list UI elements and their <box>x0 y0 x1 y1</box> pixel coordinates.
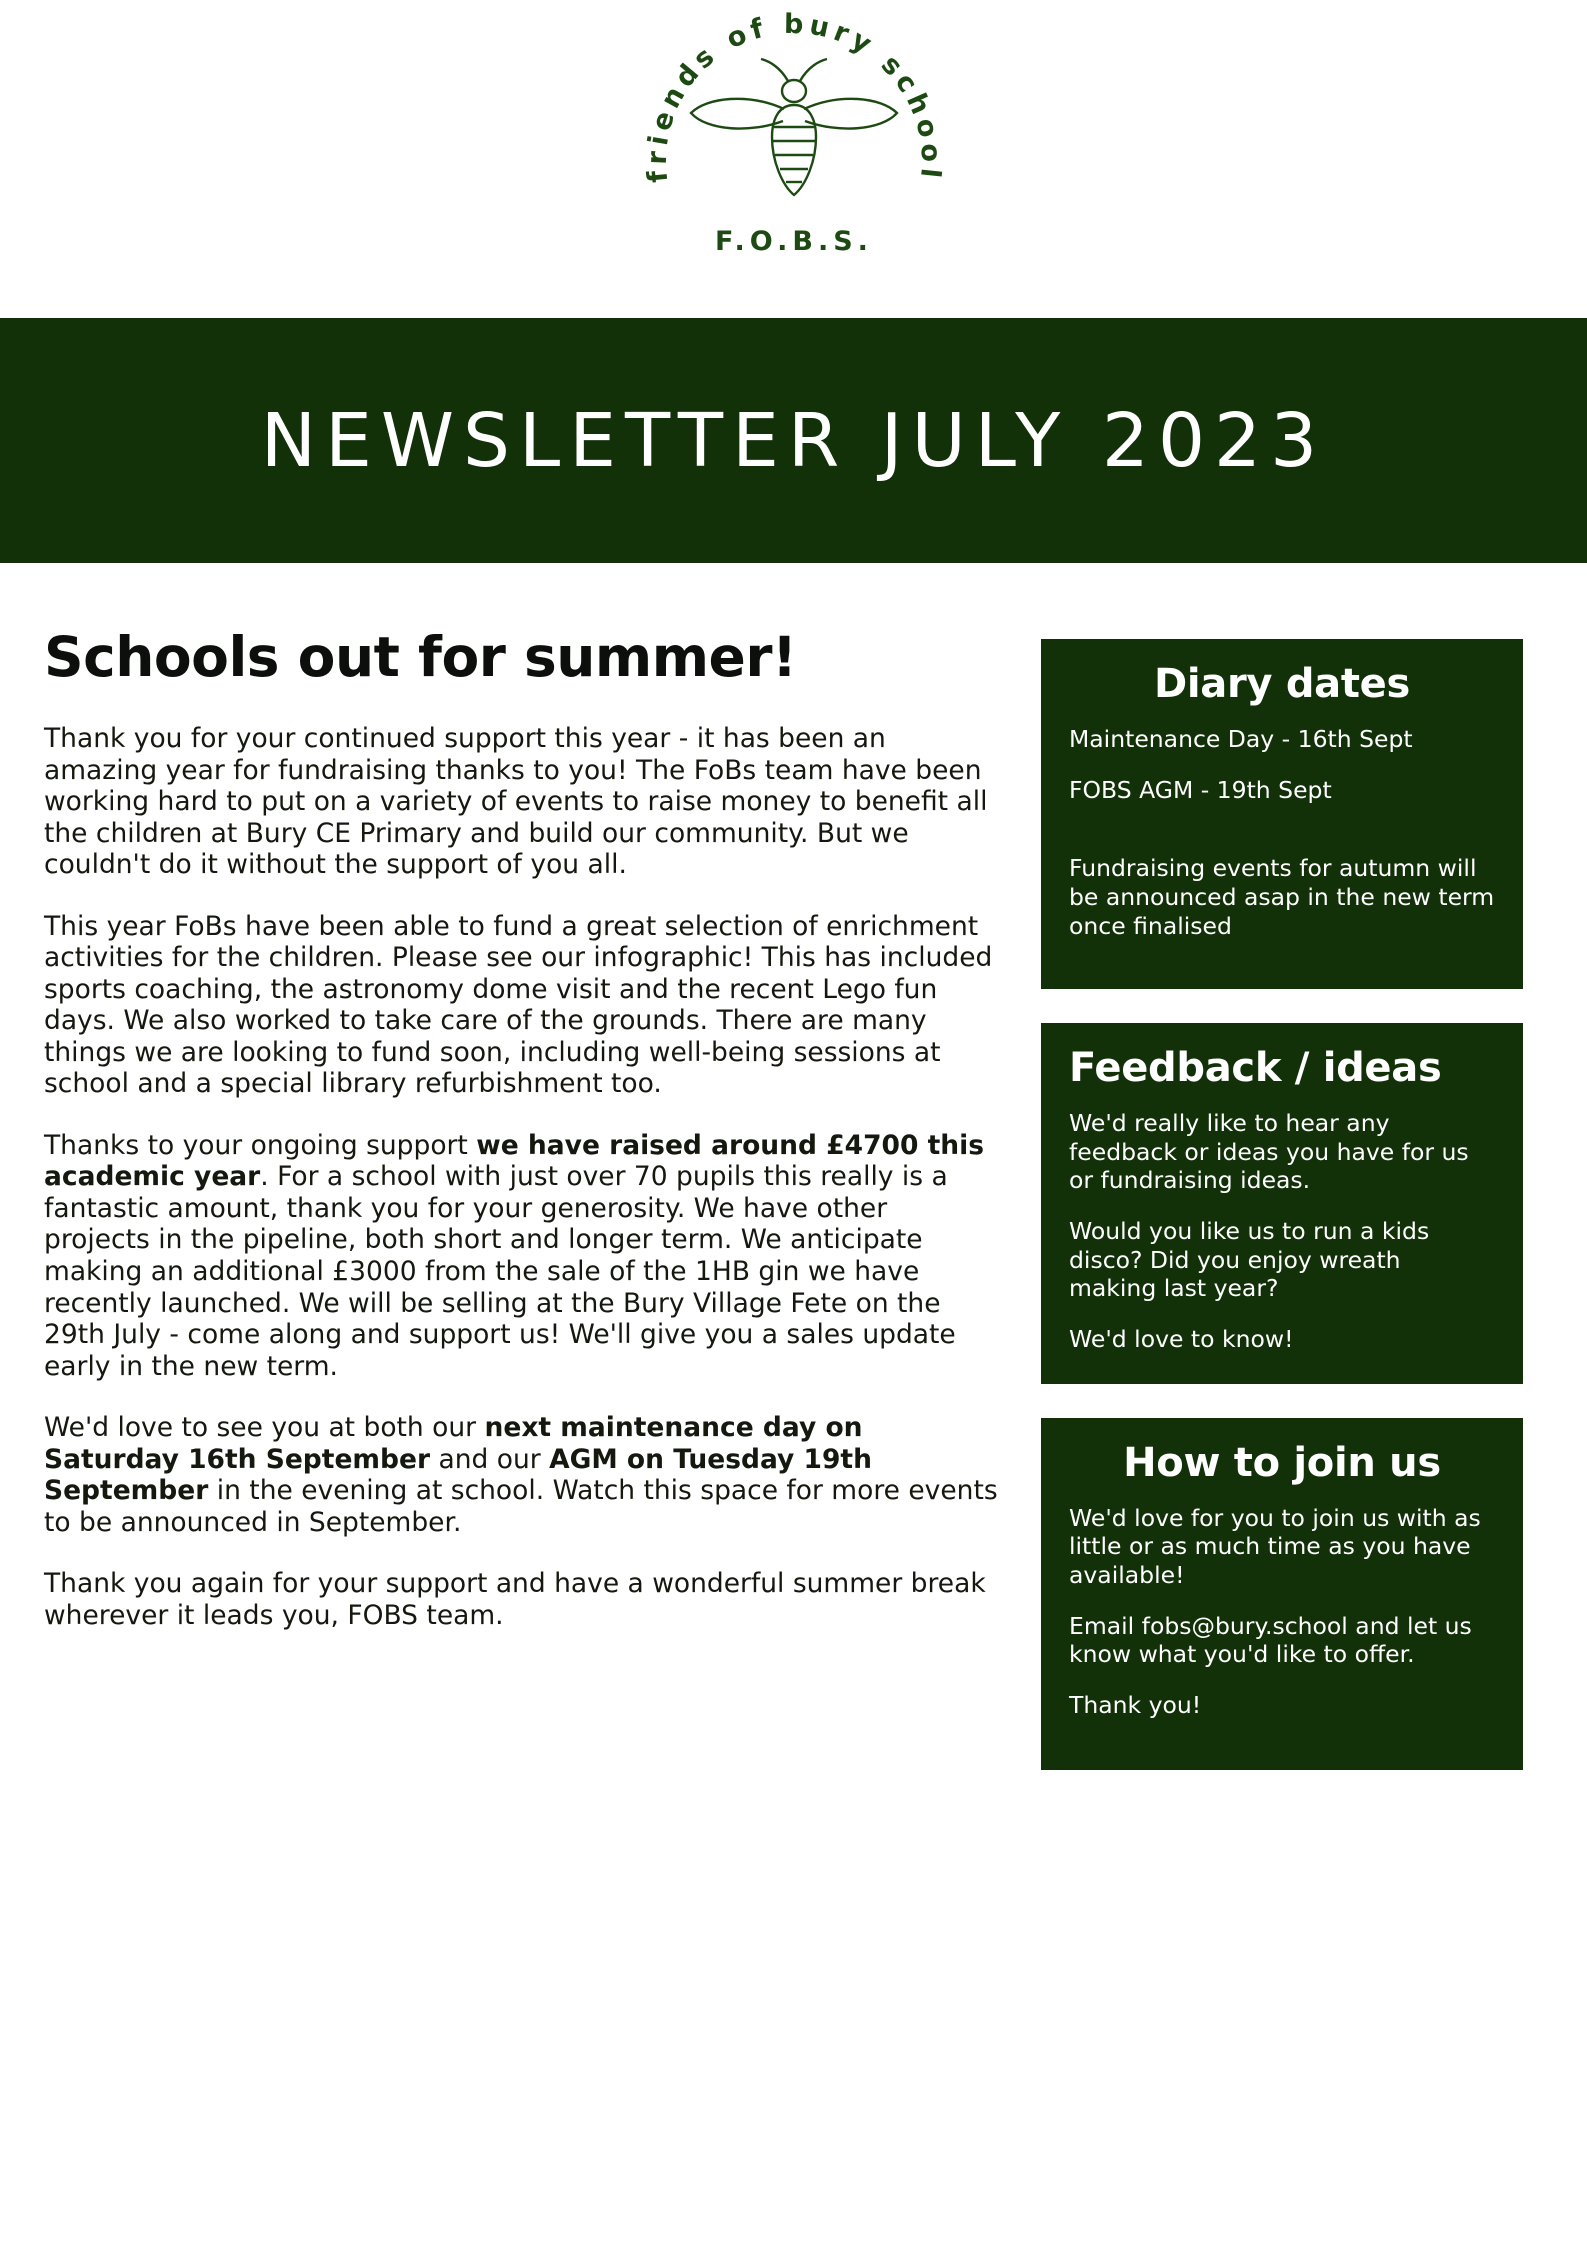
feedback-title: Feedback / ideas <box>1069 1045 1442 1091</box>
p4-part3: in the evening at school. Watch this space for more events to be announced in September. <box>44 1475 998 1538</box>
logo-acronym: F.O.B.S. <box>714 226 873 257</box>
p4-bold1: next maintenance day on Saturday 16th September <box>44 1412 863 1475</box>
feedback-item-1: We'd really like to hear any feedback or ideas you have for us or fundraising ideas. <box>1069 1109 1469 1195</box>
p3-part2: . For a school with just over 70 pupils this really is a fantastic amount, thank you for your generosity. We have other projects in the pipeline, both short and longer term. We anticipate making an additional £3000 from the sale of the 1HB gin we have recently launched. We will be selling at the Bury Village Fete on the 29th July - come along and support us! We'll give you a sales update early in the new term. <box>44 1161 956 1382</box>
main-article <box>44 625 999 1770</box>
article-body <box>44 723 999 1631</box>
diary-spacer <box>1069 826 1495 854</box>
newsletter-title-banner <box>0 318 1587 563</box>
p3-bold1: we have raised around £4700 this academic year <box>44 1129 985 1193</box>
svg-text:friends of bury school <box>641 9 946 184</box>
p4-part1: We'd love to see you at both our <box>44 1412 485 1444</box>
page-title: NEWSLETTER JULY 2023 <box>260 397 1327 484</box>
card-feedback-ideas <box>1041 1023 1523 1384</box>
diary-dates-title: Diary dates <box>1153 661 1411 707</box>
article-paragraph-1: Thank you for your continued support this year - it has been an amazing year for fundraising thanks to you! The FoBs team have been working hard to put on a variety of events to raise money to benefit all the children at Bury CE Primary and build our community. But we couldn't do it without the support of you all. <box>44 723 988 881</box>
bee-logo-icon <box>629 9 959 309</box>
diary-item-1: Maintenance Day - 16th Sept <box>1069 725 1413 753</box>
join-item-1: We'd love for you to join us with as little or as much time as you have available! <box>1069 1503 1481 1589</box>
article-paragraph-3 <box>44 1130 999 1382</box>
feedback-item-2: Would you like us to run a kids disco? Did you enjoy wreath making last year? <box>1069 1216 1430 1303</box>
article-paragraph-2: This year FoBs have been able to fund a great selection of enrichment activities for the children. Please see our infographic! This has included sports coaching, the astronomy dome visit and the recent Lego fun days. We also worked to take care of the grounds. There are many things we are looking to fund soon, including well-being sessions at school and a special library refurbishment too. <box>44 910 993 1100</box>
article-title: Schools out for summer! <box>44 625 797 689</box>
p4-bold2: AGM on Tuesday 19th September <box>44 1443 872 1507</box>
join-title: How to join us <box>1123 1439 1441 1486</box>
p4-part2: and our <box>430 1443 550 1475</box>
content-area <box>0 563 1587 1770</box>
feedback-item-3: We'd love to know! <box>1069 1324 1294 1353</box>
logo-area <box>0 0 1587 318</box>
join-item-2: Email fobs@bury.school and let us know what you'd like to offer. <box>1069 1611 1472 1669</box>
card-how-to-join <box>1041 1418 1523 1770</box>
article-paragraph-5: Thank you again for your support and have a wonderful summer break wherever it leads you, FOBS team. <box>44 1568 986 1631</box>
logo-arc-text: friends of bury school <box>641 9 946 185</box>
card-diary-dates <box>1041 639 1523 989</box>
article-paragraph-4 <box>44 1412 999 1538</box>
sidebar <box>1041 625 1523 1770</box>
join-item-3: Thank you! <box>1069 1690 1202 1719</box>
diary-item-3: Fundraising events for autumn will be announced asap in the new term once finalised <box>1069 854 1495 940</box>
diary-item-2: FOBS AGM - 19th Sept <box>1069 775 1332 804</box>
p3-part1: Thanks to your ongoing support <box>44 1129 477 1161</box>
fobs-logo <box>629 9 959 309</box>
